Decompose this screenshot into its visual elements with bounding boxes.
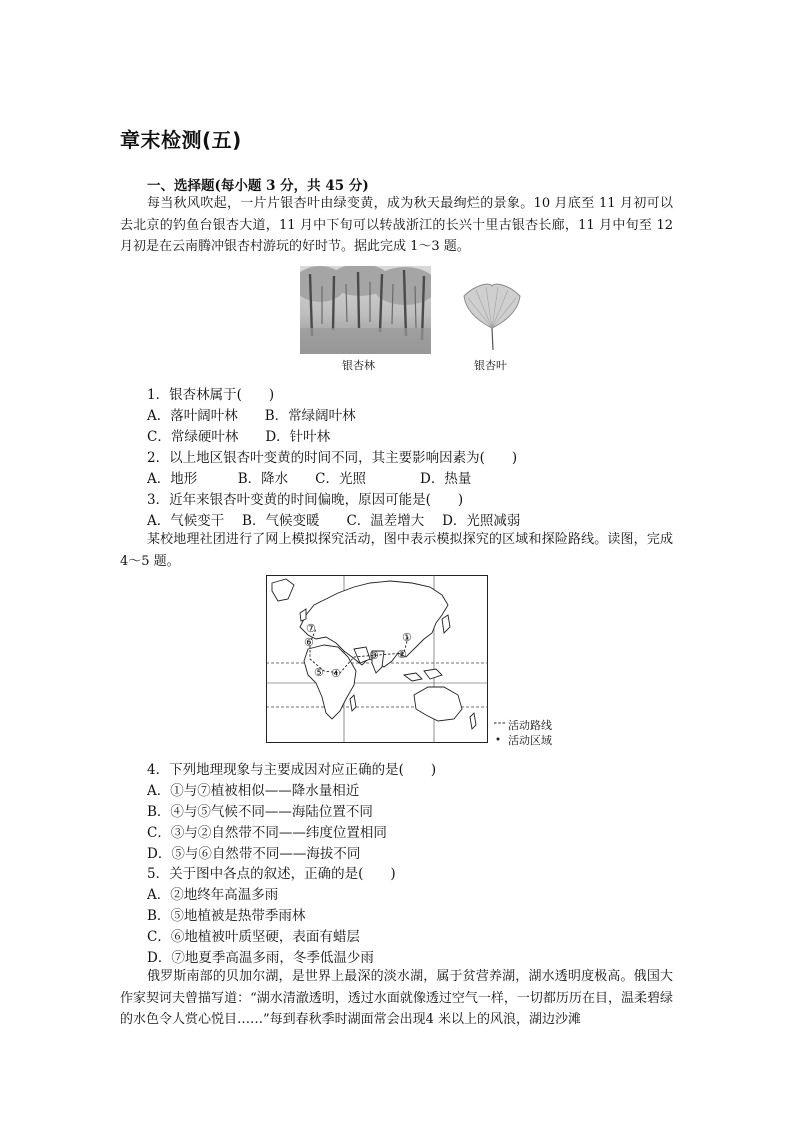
section-heading: 一、选择题(每小题 3 分，共 45 分) (147, 178, 369, 194)
map-marker-7: ⑦ (306, 622, 316, 635)
question-line: D．⑦地夏季高温多雨，冬季低温少雨 (147, 950, 374, 966)
world-map (266, 575, 488, 743)
question-line: A．落叶阔叶林 B．常绿阔叶林 (147, 408, 356, 424)
question-line: D．⑤与⑥自然带不同——海拔不同 (147, 846, 361, 862)
map-legend (492, 717, 582, 747)
question-line: 5．关于图中各点的叙述，正确的是( ) (147, 866, 396, 882)
intro-paragraph-3: 俄罗斯南部的贝加尔湖，是世界上最深的淡水湖，属于贫营养湖，湖水透明度极高。俄国大作家契诃夫曾描写道：“湖水清澈透明，透过水面就像透过空气一样，一切都历历在目，温柔碧绿的水色令人赏心悦目……”每到春秋季时湖面常会出现4 米以上的风浪，湖边沙滩 (120, 969, 673, 1027)
intro-paragraph-1: 每当秋风吹起，一片片银杏叶由绿变黄，成为秋天最绚烂的景象。10 月底至 11 月初可以去北京的钓鱼台银杏大道，11 月中下旬可以转战浙江的长兴十里古银杏长廊，11 月中旬至 12 月初是在云南腾冲银杏村游玩的好时节。据此完成 1～3 题。 (120, 196, 673, 254)
forest-caption: 银杏林 (342, 359, 375, 372)
question-line: 1．银杏林属于( ) (147, 387, 275, 403)
question-line: 3．近年来银杏叶变黄的时间偏晚，原因可能是( ) (147, 492, 464, 508)
question-line: C．③与②自然带不同——纬度位置相同 (147, 825, 387, 841)
map-marker-4: ④ (331, 667, 341, 680)
page-title: 章末检测(五) (120, 128, 242, 152)
question-line: C．⑥地植被叶质坚硬，表面有蜡层 (147, 929, 360, 945)
map-marker-2: ② (397, 648, 407, 661)
ginkgo-forest-photo (300, 266, 431, 354)
question-line: A．②地终年高温多雨 (147, 887, 279, 903)
question-line: A．气候变干 B．气候变暖 C．温差增大 D．光照减弱 (147, 513, 521, 529)
intro-paragraph-2: 某校地理社团进行了网上模拟探究活动，图中表示模拟探究的区域和探险路线。读图，完成 4～5 题。 (120, 532, 673, 569)
question-line: B．④与⑤气候不同——海陆位置不同 (147, 804, 373, 820)
map-marker-3: ③ (369, 649, 379, 662)
question-line: 2．以上地区银杏叶变黄的时间不同，其主要影响因素为( ) (147, 450, 518, 466)
map-marker-5: ⑤ (314, 666, 324, 679)
map-marker-1: ① (402, 631, 412, 644)
question-line: A．①与⑦植被相似——降水量相近 (147, 783, 360, 799)
legend-route-label: 活动路线 (508, 719, 552, 732)
question-line: C．常绿硬叶林 D．针叶林 (147, 429, 331, 445)
question-line: A．地形 B．降水 C．光照 D．热量 (147, 471, 472, 487)
question-line: 4．下列地理现象与主要成因对应正确的是( ) (147, 762, 437, 778)
legend-area-label: 活动区域 (508, 734, 552, 747)
leaf-caption: 银杏叶 (474, 359, 507, 372)
question-line: B．⑤地植被是热带季雨林 (147, 908, 306, 924)
map-marker-6: ⑥ (304, 636, 314, 649)
ginkgo-leaf-image (458, 278, 526, 352)
